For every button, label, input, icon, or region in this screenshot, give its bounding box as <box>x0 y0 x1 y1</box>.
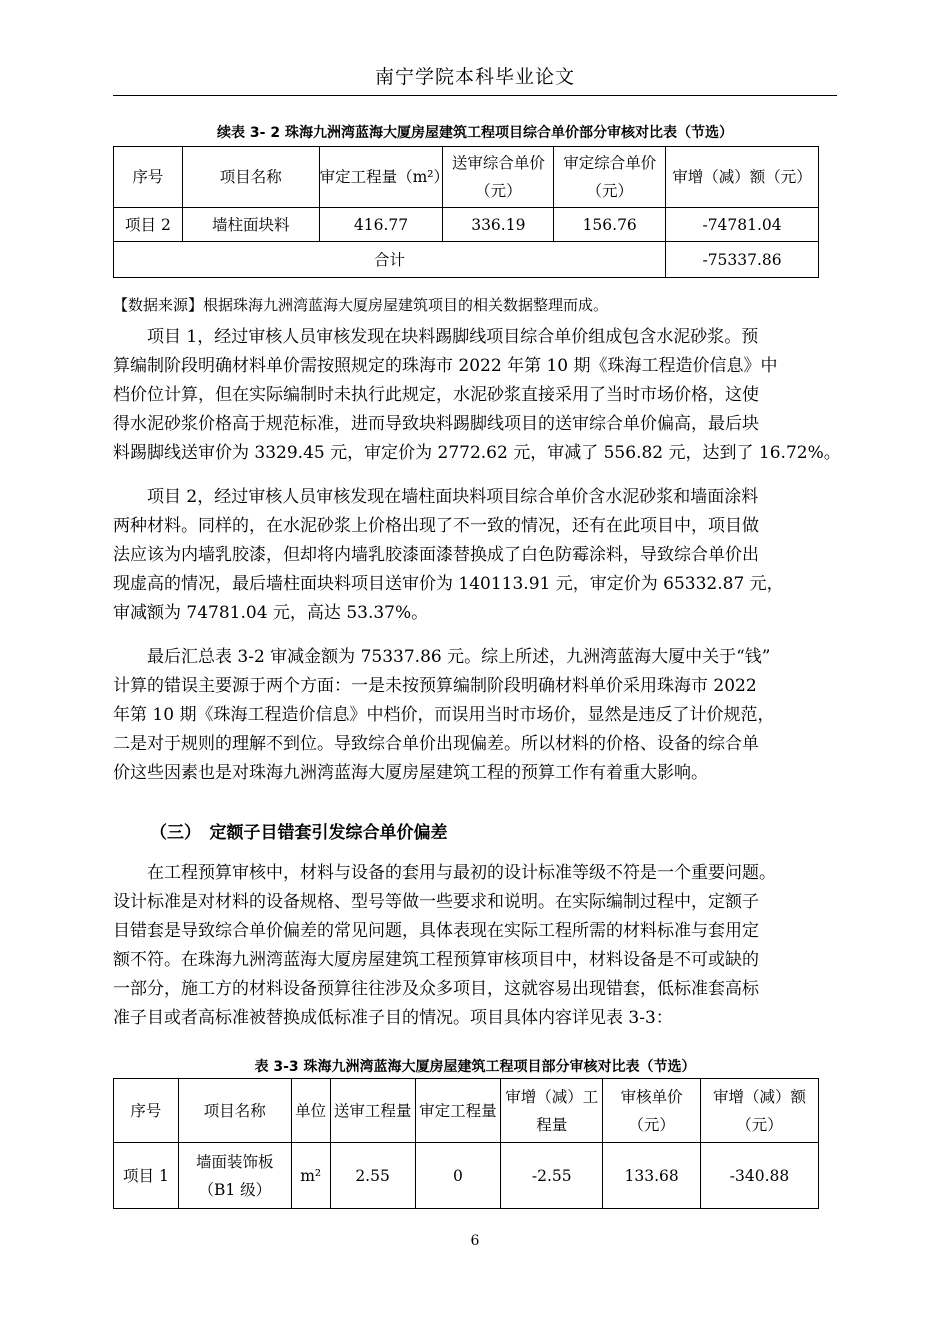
header-divider <box>113 95 837 96</box>
paragraph-line: 在工程预算审核中，材料与设备的套用与最初的设计标准等级不符是一个重要问题。 <box>113 863 776 883</box>
section-heading: （三） 定额子目错套引发综合单价偏差 <box>150 823 448 843</box>
table1-cell: 416.77 <box>319 208 443 242</box>
source-note: 【数据来源】根据珠海九洲湾蓝海大厦房屋建筑项目的相关数据整理而成。 <box>113 296 609 314</box>
paragraph-line: 目错套是导致综合单价偏差的常见问题，具体表现在实际工程所需的材料标准与套用定 <box>113 921 759 941</box>
paragraph-3 <box>113 643 837 788</box>
table1-cell: 336.19 <box>443 208 554 242</box>
paragraph-line: 价这些因素也是对珠海九洲湾蓝海大厦房屋建筑工程的预算工作有着重大影响。 <box>113 763 708 783</box>
paragraph-line: 得水泥砂浆价格高于规范标准，进而导致块料踢脚线项目的送审综合单价偏高，最后块 <box>113 414 759 434</box>
table1 <box>113 146 819 278</box>
paragraph-line: 料踢脚线送审价为 3329.45 元，审定价为 2772.62 元，审减了 556.82 元，达到了 16.72%。 <box>113 443 841 463</box>
table1-caption: 续表 3- 2 珠海九洲湾蓝海大厦房屋建筑工程项目综合单价部分审核对比表（节选） <box>217 125 733 141</box>
table2-cell: 项目 1 <box>114 1143 179 1209</box>
table2-header-cell: 序号 <box>114 1079 179 1143</box>
paragraph-line: 年第 10 期《珠海工程造价信息》中档价，而误用当时市场价，显然是违反了计价规范， <box>113 705 775 725</box>
table1-cell: -74781.04 <box>666 208 819 242</box>
table2-cell: 墙面装饰板（B1 级） <box>178 1143 291 1209</box>
table1-total-row <box>114 242 819 278</box>
paragraph-line: 两种材料。同样的，在水泥砂浆上价格出现了不一致的情况，还有在此项目中，项目做 <box>113 516 759 536</box>
paragraph-line: 最后汇总表 3-2 审减金额为 75337.86 元。综上所述，九洲湾蓝海大厦中关于“钱” <box>113 647 771 667</box>
table2-cell: -340.88 <box>701 1143 819 1209</box>
paragraph-line: 额不符。在珠海九洲湾蓝海大厦房屋建筑工程预算审核项目中，材料设备是不可或缺的 <box>113 950 759 970</box>
table2-cell: 133.68 <box>603 1143 701 1209</box>
page-number: 6 <box>470 1233 480 1249</box>
table2-header-cell: 审定工程量 <box>415 1079 501 1143</box>
paragraph-line: 设计标准是对材料的设备规格、型号等做一些要求和说明。在实际编制过程中，定额子 <box>113 892 759 912</box>
paragraph-line: 计算的错误主要源于两个方面：一是未按预算编制阶段明确材料单价采用珠海市 2022 <box>113 676 757 696</box>
paragraph-line: 准子目或者高标准被替换成低标准子目的情况。项目具体内容详见表 3-3： <box>113 1008 673 1028</box>
paragraph-line: 现虚高的情况，最后墙柱面块料项目送审价为 140113.91 元，审定价为 65332.87 元， <box>113 574 784 594</box>
table2-header-row <box>114 1079 819 1143</box>
table2-cell: 0 <box>415 1143 501 1209</box>
paragraph-2 <box>113 483 837 628</box>
table2-cell: 2.55 <box>330 1143 415 1209</box>
table1-cell: 156.76 <box>554 208 666 242</box>
paragraph-1 <box>113 323 841 468</box>
table2-cell: m² <box>291 1143 330 1209</box>
table-row <box>114 208 819 242</box>
table1-header-cell: 送审综合单价（元） <box>443 147 554 208</box>
table2-header-cell: 送审工程量 <box>330 1079 415 1143</box>
table1-header-cell: 序号 <box>114 147 183 208</box>
table2-cell: -2.55 <box>501 1143 603 1209</box>
paragraph-4 <box>113 859 837 1033</box>
table2 <box>113 1078 819 1209</box>
paragraph-line: 项目 1，经过审核人员审核发现在块料踢脚线项目综合单价组成包含水泥砂浆。预 <box>113 327 759 347</box>
paragraph-line: 一部分，施工方的材料设备预算往往涉及众多项目，这就容易出现错套，低标准套高标 <box>113 979 759 999</box>
table1-header-cell: 项目名称 <box>182 147 319 208</box>
table2-header-cell: 审核单价（元） <box>603 1079 701 1143</box>
table2-header-cell: 审增（减）额（元） <box>701 1079 819 1143</box>
table2-header-cell: 审增（减）工程量 <box>501 1079 603 1143</box>
table2-caption: 表 3-3 珠海九洲湾蓝海大厦房屋建筑工程项目部分审核对比表（节选） <box>254 1059 696 1075</box>
paragraph-line: 项目 2，经过审核人员审核发现在墙柱面块料项目综合单价含水泥砂浆和墙面涂料 <box>113 487 759 507</box>
table1-header-cell: 审定工程量（m²） <box>319 147 443 208</box>
table2-header-cell: 项目名称 <box>178 1079 291 1143</box>
table1-header-cell: 审增（减）额（元） <box>666 147 819 208</box>
paragraph-line: 档价位计算，但在实际编制时未执行此规定，水泥砂浆直接采用了当时市场价格，这使 <box>113 385 759 405</box>
table1-total-label: 合计 <box>114 242 666 278</box>
table1-total-value: -75337.86 <box>666 242 819 278</box>
paragraph-line: 审减额为 74781.04 元，高达 53.37%。 <box>113 603 429 623</box>
table1-cell: 项目 2 <box>114 208 183 242</box>
paragraph-line: 二是对于规则的理解不到位。导致综合单价出现偏差。所以材料的价格、设备的综合单 <box>113 734 759 754</box>
paragraph-line: 法应该为内墙乳胶漆，但却将内墙乳胶漆面漆替换成了白色防霉涂料，导致综合单价出 <box>113 545 759 565</box>
table1-cell: 墙柱面块料 <box>182 208 319 242</box>
table1-header-row <box>114 147 819 208</box>
table1-header-cell: 审定综合单价（元） <box>554 147 666 208</box>
page-header: 南宁学院本科毕业论文 <box>374 66 575 88</box>
table-row <box>114 1143 819 1209</box>
paragraph-line: 算编制阶段明确材料单价需按照规定的珠海市 2022 年第 10 期《珠海工程造价信息》中 <box>113 356 778 376</box>
table2-header-cell: 单位 <box>291 1079 330 1143</box>
